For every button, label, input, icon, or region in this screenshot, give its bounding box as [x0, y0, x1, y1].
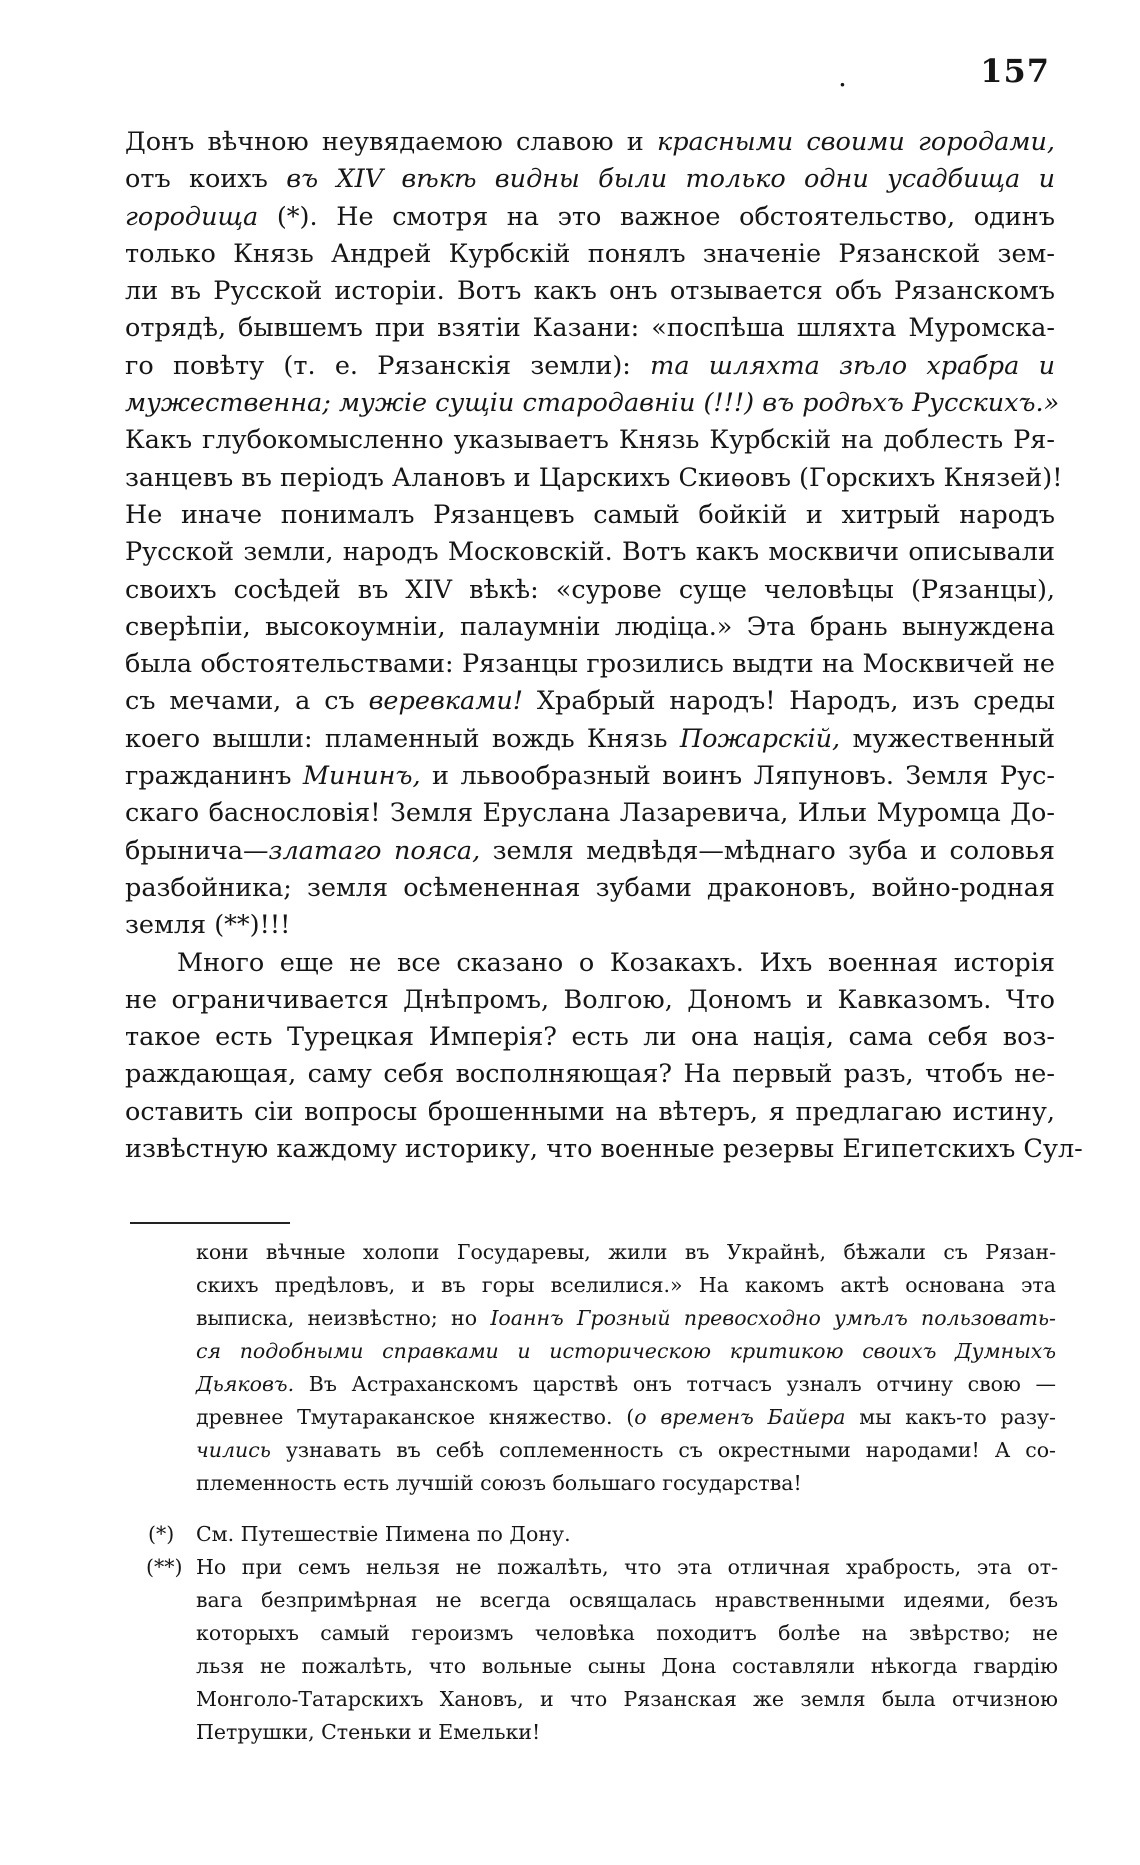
footnote-line: льзя не пожалѣть, что вольные сыны Дона составляли нѣкогда гвардію	[196, 1654, 1058, 1678]
text-line: занцевъ въ періодъ Алановъ и Царскихъ Скиѳовъ (Горскихъ Князей)!	[125, 462, 1063, 493]
main-text	[125, 124, 1083, 1168]
stray-mark: .	[838, 60, 847, 93]
footnote-line: скихъ предѣловъ, и въ горы вселилися.» На какомъ актѣ основана эта	[196, 1273, 1056, 1297]
text-line: съ мечами, а съ веревками! Храбрый народъ! Народъ, изъ среды	[125, 686, 1055, 717]
text-line: оставить сіи вопросы брошенными на вѣтеръ, я предлагаю истину,	[125, 1096, 1055, 1127]
text-line: Какъ глубокомысленно указываетъ Князь Курбскій на доблесть Ря-	[125, 425, 1055, 456]
text-line: го повѣту (т. е. Рязанскія земли): та шляхта зѣло храбра и	[125, 350, 1055, 381]
text-line: отрядѣ, бывшемъ при взятіи Казани: «поспѣша шляхта Муромска-	[125, 313, 1055, 344]
footnote-line: древнее Тмутараканское княжество. (о временъ Байера мы какъ-то разу-	[196, 1405, 1056, 1429]
text-line: коего вышли: пламенный вождь Князь Пожарскій, мужественный	[125, 723, 1055, 754]
text-line: Не иначе понималъ Рязанцевъ самый бойкій и хитрый народъ	[125, 499, 1055, 530]
footnote-line: Но при семъ нельзя не пожалѣть, что эта отличная храбрость, эта от-	[196, 1555, 1058, 1579]
footnote-line: кони вѣчные холопи Государевы, жили въ Украйнѣ, бѣжали съ Рязан-	[196, 1240, 1056, 1264]
footnote-marker: (*)	[148, 1522, 175, 1546]
text-line: Русской земли, народъ Московскій. Вотъ какъ москвичи описывали	[125, 537, 1055, 568]
text-line: гражданинъ Мининъ, и львообразный воинъ Ляпуновъ. Земля Рус-	[125, 761, 1055, 792]
text-line: только Князь Андрей Курбскій понялъ значеніе Рязанской зем-	[125, 238, 1055, 269]
text-line: городища (*). Не смотря на это важное обстоятельство, одинъ	[125, 201, 1055, 232]
footnote-continuation	[196, 1236, 1056, 1500]
footnote-line: вага безпримѣрная не всегда освящалась нравственными идеями, безъ	[196, 1588, 1058, 1612]
text-line: своихъ сосѣдей въ XIV вѣкѣ: «сурове суще человѣцы (Рязанцы),	[125, 574, 1055, 605]
text-line: сверѣпіи, высокоумніи, палаумніи людіца.» Эта брань вынуждена	[125, 611, 1055, 642]
footnote-line: См. Путешествіе Пимена по Дону.	[196, 1522, 571, 1546]
footnote-line: выписка, неизвѣстно; но Іоаннъ Грозный превосходно умѣлъ пользовать-	[196, 1306, 1056, 1330]
text-line: земля (**)!!!	[125, 910, 291, 941]
footnote-separator	[130, 1222, 290, 1224]
text-line: брынича—златаго пояса, земля медвѣдя—мѣднаго зуба и соловья	[125, 835, 1056, 866]
footnote-line: чились узнавать въ себѣ соплеменность съ окрестными народами! А со-	[196, 1438, 1056, 1462]
text-line: не ограничивается Днѣпромъ, Волгою, Дономъ и Кавказомъ. Что	[125, 984, 1055, 1015]
page-number: 157	[980, 52, 1050, 90]
footnote-marker: (**)	[146, 1555, 183, 1579]
text-line: Много еще не все сказано о Козакахъ. Ихъ военная исторія	[177, 947, 1055, 978]
text-line: мужественна; мужіе сущіи стародавніи (!!!) въ родѣхъ Русскихъ.»	[125, 388, 1060, 419]
text-line: отъ коихъ въ XIV вѣкѣ видны были только одни усадбища и	[125, 164, 1055, 195]
footnote-line: Дьяковъ. Въ Астраханскомъ царствѣ онъ тотчасъ узналъ отчину свою —	[196, 1372, 1056, 1396]
text-line: скаго баснословія! Земля Еруслана Лазаревича, Ильи Муромца До-	[125, 798, 1055, 829]
footnote-line: племенность есть лучшій союзъ большаго государства!	[196, 1471, 802, 1495]
footnote-2	[146, 1551, 1058, 1749]
footnote-line: Петрушки, Стеньки и Емельки!	[196, 1720, 541, 1744]
text-line: ли въ Русской исторіи. Вотъ какъ онъ отзывается объ Рязанскомъ	[125, 276, 1055, 307]
footnote-line: ся подобными справками и историческою критикою своихъ Думныхъ	[196, 1339, 1056, 1363]
text-line: извѣстную каждому историку, что военные резервы Египетскихъ Сул-	[125, 1134, 1083, 1165]
text-line: была обстоятельствами: Рязанцы грозились выдти на Москвичей не	[125, 649, 1055, 680]
footnote-1	[148, 1518, 1058, 1551]
text-line: раждающая, саму себя восполняющая? На первый разъ, чтобъ не-	[125, 1059, 1055, 1090]
text-line: Донъ вѣчною неувядаемою славою и красными своими городами,	[125, 127, 1055, 157]
text-line: такое есть Турецкая Имперія? есть ли она нація, сама себя воз-	[125, 1022, 1055, 1053]
footnote-line: которыхъ самый героизмъ человѣка походитъ болѣе на звѣрство; не	[196, 1621, 1058, 1645]
text-line: разбойника; земля осѣмененная зубами драконовъ, войно-родная	[125, 872, 1055, 903]
footnote-line: Монголо-Татарскихъ Хановъ, и что Рязанская же земля была отчизною	[196, 1687, 1058, 1711]
